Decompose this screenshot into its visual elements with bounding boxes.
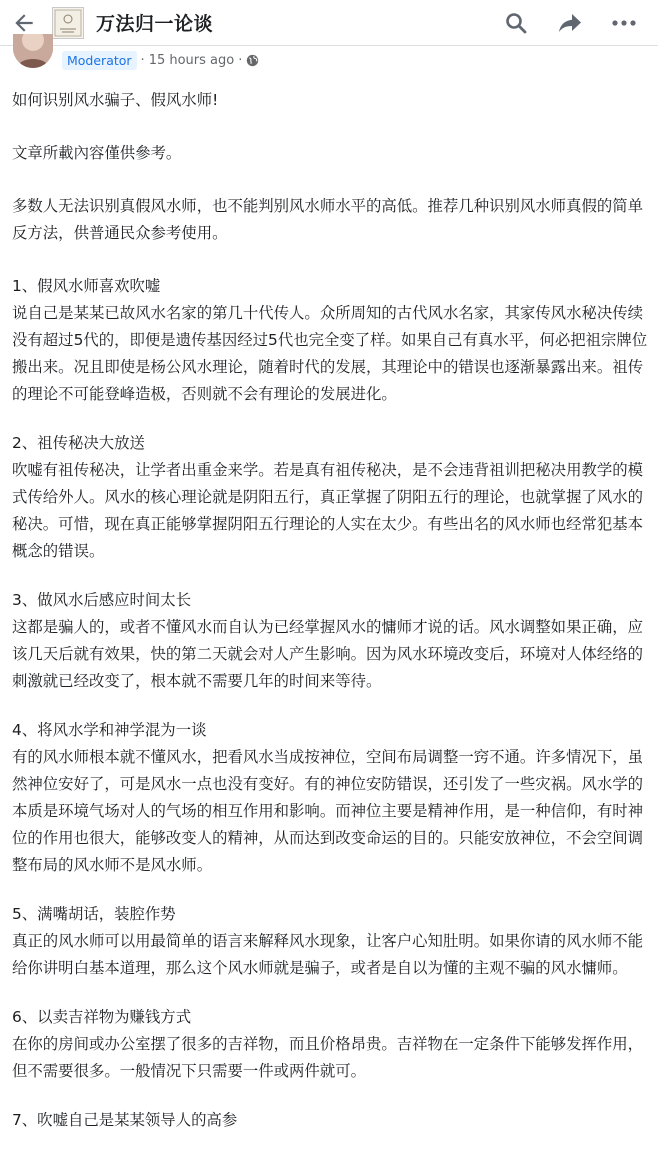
section-body: 真正的风水师可以用最简单的语言来解释风水现象，让客户心知肚明。如果你请的风水师不能给你讲明白基本道理，那么这个风水师就是骗子，或者是自以为懂的主观不骗的风水慵师。 — [12, 932, 644, 977]
section-heading: 7、吹嘘自己是某某领导人的高参 — [12, 1111, 238, 1129]
section-body: 说自己是某某已故风水名家的第几十代传人。众所周知的古代风水名家，其家传风水秘决传续没有超过5代的，即便是遗传基因经过5代也完全变了样。如果自己有真水平，何必把祖宗牌位搬出来。况且即使是杨公风水理论，随着时代的发展，其理论中的错误也逐渐暴露出来。祖传的理论不可能登峰造极，否则就不会有理论的发展进化。 — [12, 304, 648, 403]
section-body: 这都是骗人的，或者不懂风水而自认为已经掌握风水的慵师才说的话。风水调整如果正确，应该几天后就有效果，快的第二天就会对人产生影响。因为风水环境改变后，环境对人体经络的刺激就已经改变了，根本就不需要几年的时间来等待。 — [12, 618, 644, 690]
post-time[interactable]: 15 hours ago — [148, 53, 235, 68]
share-icon — [557, 11, 583, 35]
section-heading: 2、祖传秘决大放送 — [12, 434, 145, 452]
post-disclaimer: 文章所載內容僅供參考。 — [12, 144, 182, 162]
post-meta — [62, 51, 259, 70]
section-heading: 6、以卖吉祥物为赚钱方式 — [12, 1008, 192, 1026]
section-5 — [12, 901, 652, 982]
arrow-left-icon — [11, 10, 37, 36]
post-title: 如何识别风水骗子、假风水师! — [12, 91, 219, 109]
more-button[interactable] — [600, 0, 648, 46]
section-3 — [12, 587, 652, 695]
section-heading: 4、将风水学和神学混为一谈 — [12, 721, 207, 739]
group-title[interactable]: 万法归一论谈 — [96, 13, 214, 35]
section-body: 吹嘘有祖传秘决，让学者出重金来学。若是真有祖传秘决，是不会违背祖训把秘决用教学的模式传给外人。风水的核心理论就是阴阳五行，真正掌握了阴阳五行的理论，也就掌握了风水的秘决。可惜，现在真正能够掌握阴阳五行理论的人实在太少。有些出名的风水师也经常犯基本概念的错误。 — [12, 461, 644, 560]
share-button[interactable] — [546, 0, 594, 46]
meta-separator: · — [140, 53, 145, 68]
section-heading: 5、满嘴胡话，装腔作势 — [12, 905, 176, 923]
more-icon — [611, 19, 637, 27]
section-heading: 1、假风水师喜欢吹嘘 — [12, 277, 161, 295]
group-logo-image — [54, 9, 82, 37]
section-7 — [12, 1107, 652, 1134]
meta-separator-2: · — [238, 53, 243, 68]
section-4 — [12, 717, 652, 879]
section-body: 有的风水师根本就不懂风水，把看风水当成按神位，空间布局调整一窍不通。许多情况下，虽然神位安好了，可是风水一点也没有变好。有的神位安防错误，还引发了一些灾祸。风水学的本质是环境气场对人的气场的相互作用和影响。而神位主要是精神作用，是一种信仰，有时神位的作用也很大，能够改变人的精神，从而达到改变命运的目的。只能安放神位，不会空间调整布局的风水师不是风水师。 — [12, 748, 644, 874]
section-heading: 3、做风水后感应时间太长 — [12, 591, 192, 609]
globe-icon — [246, 54, 259, 67]
post-header — [0, 46, 658, 80]
section-6 — [12, 1004, 652, 1085]
avatar[interactable] — [13, 34, 53, 68]
group-logo[interactable] — [52, 7, 84, 39]
post-body — [12, 87, 652, 1156]
post-intro: 多数人无法识别真假风水师，也不能判别风水师水平的高低。推荐几种识别风水师真假的简单反方法，供普通民众参考使用。 — [12, 197, 644, 242]
top-bar — [0, 0, 658, 46]
section-2 — [12, 430, 652, 565]
section-1 — [12, 273, 652, 408]
search-icon — [504, 11, 528, 35]
avatar-image — [13, 34, 53, 68]
moderator-badge[interactable]: Moderator — [62, 51, 137, 70]
search-button[interactable] — [492, 0, 540, 46]
section-body: 在你的房间或办公室摆了很多的吉祥物，而且价格昂贵。吉祥物在一定条件下能够发挥作用，但不需要很多。一般情况下只需要一件或两件就可。 — [12, 1035, 644, 1080]
